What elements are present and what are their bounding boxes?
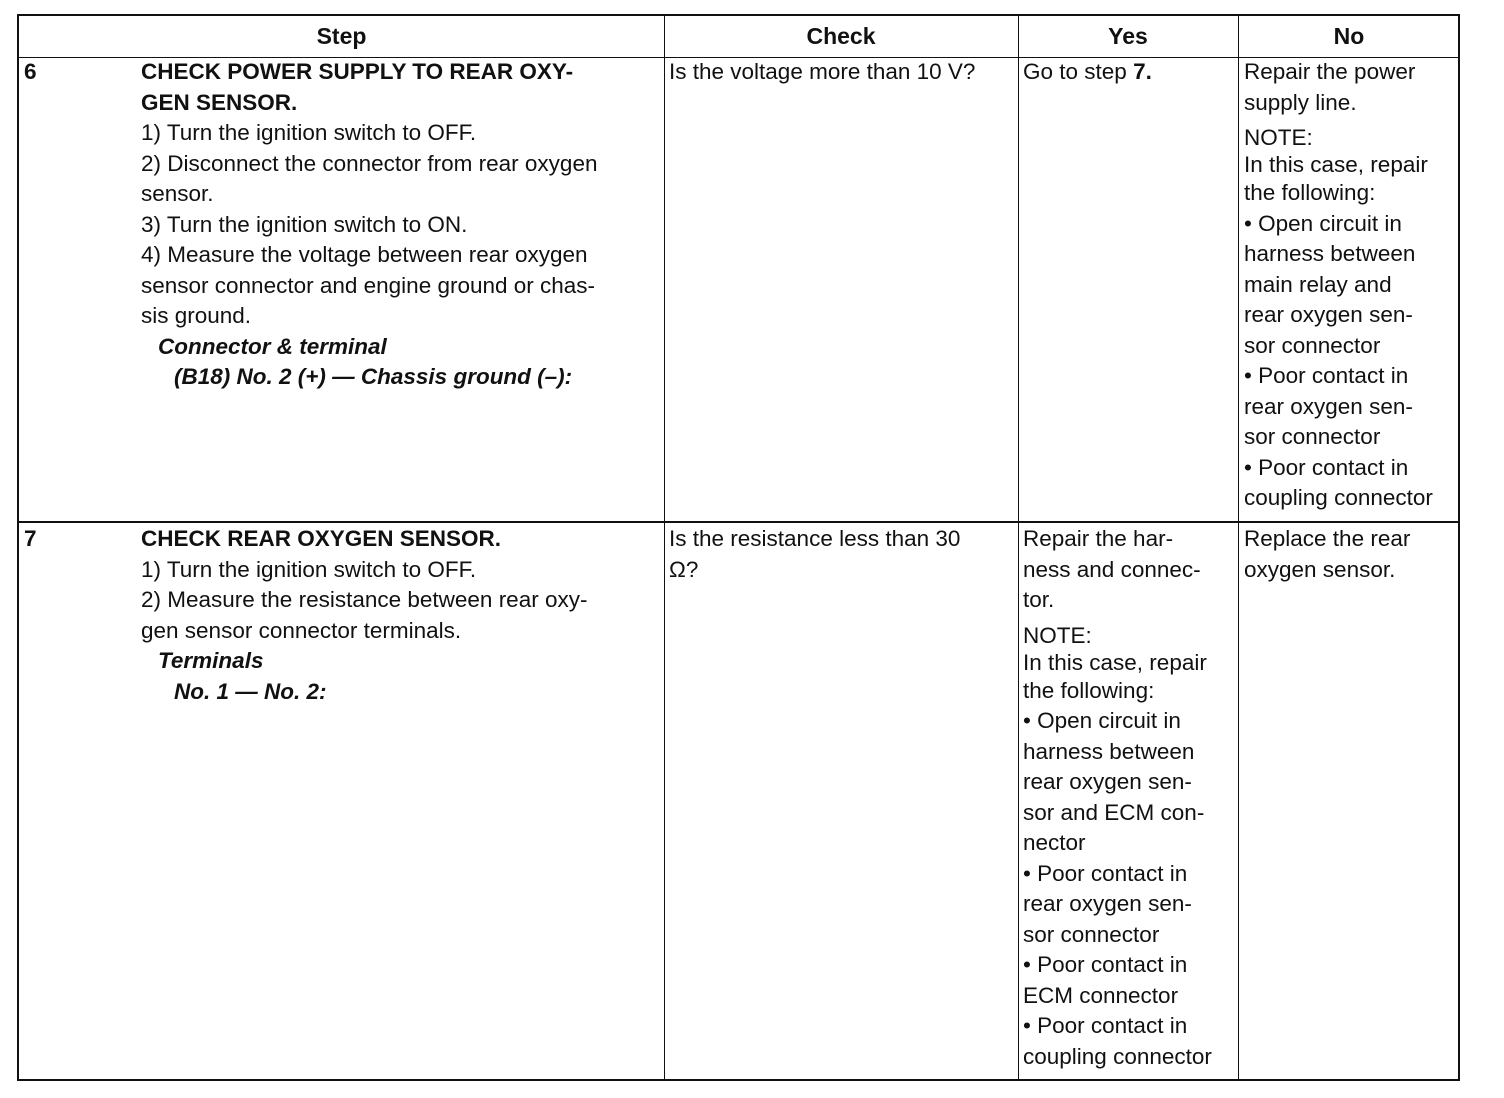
header-step: Step xyxy=(316,23,367,49)
step-7-no xyxy=(1244,524,1410,585)
step-6-no-note-line: coupling connector xyxy=(1244,485,1433,510)
column-divider-step-check xyxy=(664,16,665,1079)
step-7-yes-note-line: • Poor contact in xyxy=(1023,952,1188,977)
step-7-instruction: 1) Turn the ignition switch to OFF. xyxy=(141,556,477,582)
step-7-yes-line: tor. xyxy=(1023,587,1055,612)
step-6-no-note-line: In this case, repair xyxy=(1244,152,1428,177)
step-6-no-note-line: the following: xyxy=(1244,180,1376,205)
step-7-check-line: Is the resistance less than 30 xyxy=(669,526,961,551)
step-6-title-line: GEN SENSOR. xyxy=(141,89,298,115)
step-number-7: 7 xyxy=(24,526,37,551)
step-6-instruction: sensor. xyxy=(141,181,214,206)
step-6-no-note-line: sor connector xyxy=(1244,332,1381,358)
step-6-no-line: Repair the power xyxy=(1244,59,1416,84)
step-7-yes xyxy=(1023,524,1212,1072)
step-7-yes-line: ness and connec- xyxy=(1023,556,1201,582)
step-7-yes-note-line: rear oxygen sen- xyxy=(1023,891,1192,916)
step-7-instruction: 2) Measure the resistance between rear oxy- xyxy=(141,587,588,612)
step-6-no-note-label: NOTE: xyxy=(1244,125,1313,150)
step-7-no-line: Replace the rear xyxy=(1244,526,1411,551)
step-7-yes-note-line: rear oxygen sen- xyxy=(1023,769,1192,794)
step-6-title-line: CHECK POWER SUPPLY TO REAR OXY- xyxy=(141,59,574,84)
step-7-title-line: CHECK REAR OXYGEN SENSOR. xyxy=(141,526,502,551)
step-6-instruction: sensor connector and engine ground or chas- xyxy=(141,272,596,298)
step-6-yes-suffix: . xyxy=(1145,59,1152,84)
header-check: Check xyxy=(806,23,876,49)
column-divider-check-yes xyxy=(1018,16,1019,1079)
step-6-instruction: 3) Turn the ignition switch to ON. xyxy=(141,211,468,237)
step-6-no-note-line: rear oxygen sen- xyxy=(1244,393,1413,419)
step-7-yes-note-line: sor connector xyxy=(1023,921,1160,947)
step-6-instruction: 4) Measure the voltage between rear oxygen xyxy=(141,242,588,267)
step-6-no-note-line: main relay and xyxy=(1244,271,1392,297)
step-7-yes-note-line: • Poor contact in xyxy=(1023,1013,1188,1038)
step-6-no xyxy=(1244,57,1433,514)
step-6-spec-label: Connector & terminal xyxy=(158,333,387,359)
step-7-yes-note-line: nector xyxy=(1023,830,1086,855)
step-7-yes-note-line: harness between xyxy=(1023,738,1195,764)
diagnostic-table xyxy=(17,14,1460,1081)
step-7-yes-note-line: sor and ECM con- xyxy=(1023,799,1205,825)
header-no: No xyxy=(1333,23,1365,49)
step-6-no-note-line: rear oxygen sen- xyxy=(1244,302,1413,327)
step-6-no-note-line: sor connector xyxy=(1244,424,1381,449)
step-6-instruction: 1) Turn the ignition switch to OFF. xyxy=(141,120,477,145)
step-7-instruction: gen sensor connector terminals. xyxy=(141,617,462,643)
step-6-no-note-line: • Open circuit in xyxy=(1244,210,1402,236)
step-7-procedure xyxy=(141,524,587,707)
step-6-procedure xyxy=(141,57,597,393)
step-7-yes-note-label: NOTE: xyxy=(1023,622,1092,648)
step-6-check: Is the voltage more than 10 V? xyxy=(669,59,976,84)
step-7-yes-line: Repair the har- xyxy=(1023,526,1174,551)
header-yes: Yes xyxy=(1108,23,1148,49)
step-7-no-line: oxygen sensor. xyxy=(1244,556,1396,582)
step-7-yes-note-line: the following: xyxy=(1023,677,1155,703)
step-7-spec-label: Terminals xyxy=(158,648,264,673)
step-7-yes-note-line: coupling connector xyxy=(1023,1043,1212,1069)
step-6-yes xyxy=(1023,57,1152,88)
step-7-spec-value: No. 1 — No. 2: xyxy=(174,678,327,704)
step-7-yes-note-line: • Open circuit in xyxy=(1023,708,1181,733)
step-6-yes-target: 7 xyxy=(1133,59,1146,84)
row-divider xyxy=(19,521,1458,523)
step-6-instruction: 2) Disconnect the connector from rear oxygen xyxy=(141,150,598,176)
step-number-6: 6 xyxy=(24,59,37,84)
step-6-no-note-line: harness between xyxy=(1244,241,1416,266)
step-6-instruction: sis ground. xyxy=(141,303,252,328)
step-6-no-note-line: • Poor contact in xyxy=(1244,454,1409,480)
column-divider-yes-no xyxy=(1238,16,1239,1079)
step-7-yes-note-line: • Poor contact in xyxy=(1023,860,1188,886)
step-6-no-note-line: • Poor contact in xyxy=(1244,363,1409,388)
step-6-yes-prefix: Go to step xyxy=(1023,59,1134,84)
step-7-check xyxy=(669,524,960,585)
step-6-spec-value: (B18) No. 2 (+) — Chassis ground (–): xyxy=(174,364,573,389)
step-7-yes-note-line: In this case, repair xyxy=(1023,649,1207,675)
step-7-yes-note-line: ECM connector xyxy=(1023,982,1179,1008)
step-6-no-line: supply line. xyxy=(1244,89,1357,115)
step-7-check-line: Ω? xyxy=(669,556,699,582)
